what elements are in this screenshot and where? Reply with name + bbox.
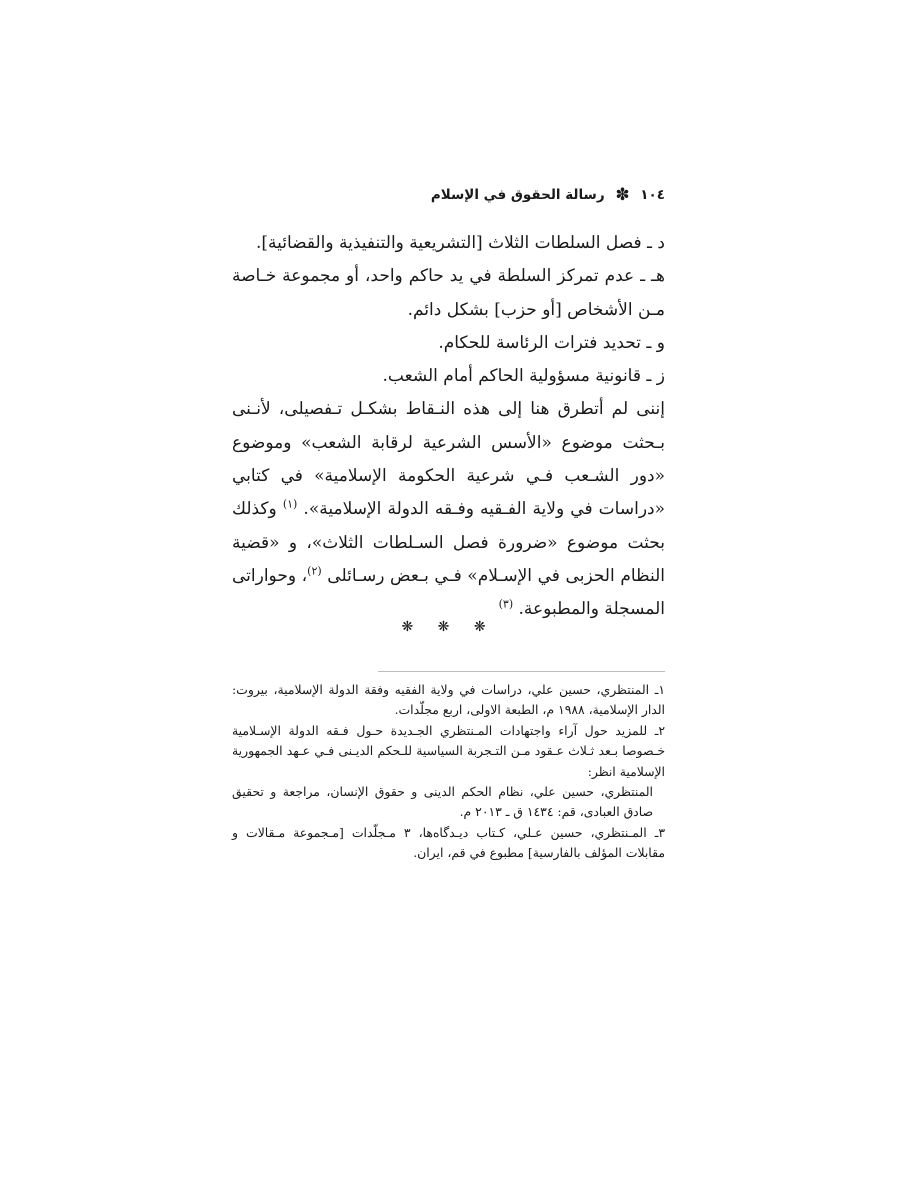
footnote-3: ٣ـ المـنتظري، حسين عـلي، كـتاب ديـدگاه‌ها، ٣ مـجلّدات [مـجموعة مـقالات و مقابلات المؤلف بالفارسية] مطبوع في قم، ايران.	[232, 824, 665, 861]
paragraph-part-3: ، وحواراتى المسجلة والمطبوعة.	[232, 565, 665, 620]
footnote-2: ٢ـ للمزيد حول آراء واجتهادات المـنتظري الجـديدة حـول فـقه الدولة الإسـلامية خـصوصا بـعد ثـلاث عـقود مـن التـجربة السياسية للـحكم الديـنى فـي عـهد الجمهورية الإسلامية انظر:	[232, 722, 665, 779]
body-text	[232, 227, 665, 627]
paragraph-part-1: إننى لم أتطرق هنا إلى هذه النـقاط بشكـل تـفصيلى، لأنـنى بـحثت موضوع «الأسس الشرعية لرقابة الشعب» وموضوع «دور الشـعب فـي شرعية الحكومة الإسلامية» في كتابي «دراسات في ولاية الفـقيه وفـقه الدولة الإسلامية».	[232, 399, 665, 520]
footnote-ref-1: (١)	[282, 497, 298, 511]
list-item-w: و ـ تحديد فترات الرئاسة للحكام.	[438, 332, 665, 353]
section-separator: ❋ ❋ ❋	[401, 619, 496, 635]
footnote-1: ١ـ المنتظري، حسين علي، دراسات في ولاية الفقيه وفقة الدولة الإسلامية، بيروت: الدار الإسلامية، ١٩٨٨ م، الطبعة الاولى، اربع مجلّدات.	[232, 682, 665, 718]
main-paragraph	[232, 393, 665, 626]
footnote-divider	[378, 671, 665, 672]
list-item-h: هـ ـ عدم تمركز السلطة في يد حاكم واحد، أو مجموعة خـاصة مـن الأشخاص [أو حزب] بشكل دائم.	[232, 266, 665, 320]
list-item-d: د ـ فصل السلطات الثلاث [التشريعية والتنفيذية والقضائية].	[255, 233, 665, 253]
footnote-2-continuation: المنتظري، حسين علي، نظام الحكم الدينى و حقوق الإنسان، مراجعة و تحقيق صادق العبادى، قم: ١٤٣٤ ق ـ ٢٠١٣ م.	[232, 784, 653, 820]
page-number: ١٠٤	[640, 187, 665, 203]
list-item-z: ز ـ قانونية مسؤولية الحاكم أمام الشعب.	[382, 366, 665, 387]
footnote-ref-3: (٣)	[498, 597, 514, 611]
book-title: رسالة الحقوق في الإسلام	[430, 187, 605, 203]
running-head	[232, 178, 665, 212]
flower-ornament-icon: ✽	[615, 184, 630, 205]
footnotes	[232, 680, 665, 864]
footnote-ref-2: (٢)	[307, 564, 322, 578]
paragraph-part-2: وكذلك بحثت موضوع «ضرورة فصل السـلطات الثلاث»، و «قضية النظام الحزبى في الإسـلام» فـي بـعض رسـائلى	[232, 499, 665, 586]
